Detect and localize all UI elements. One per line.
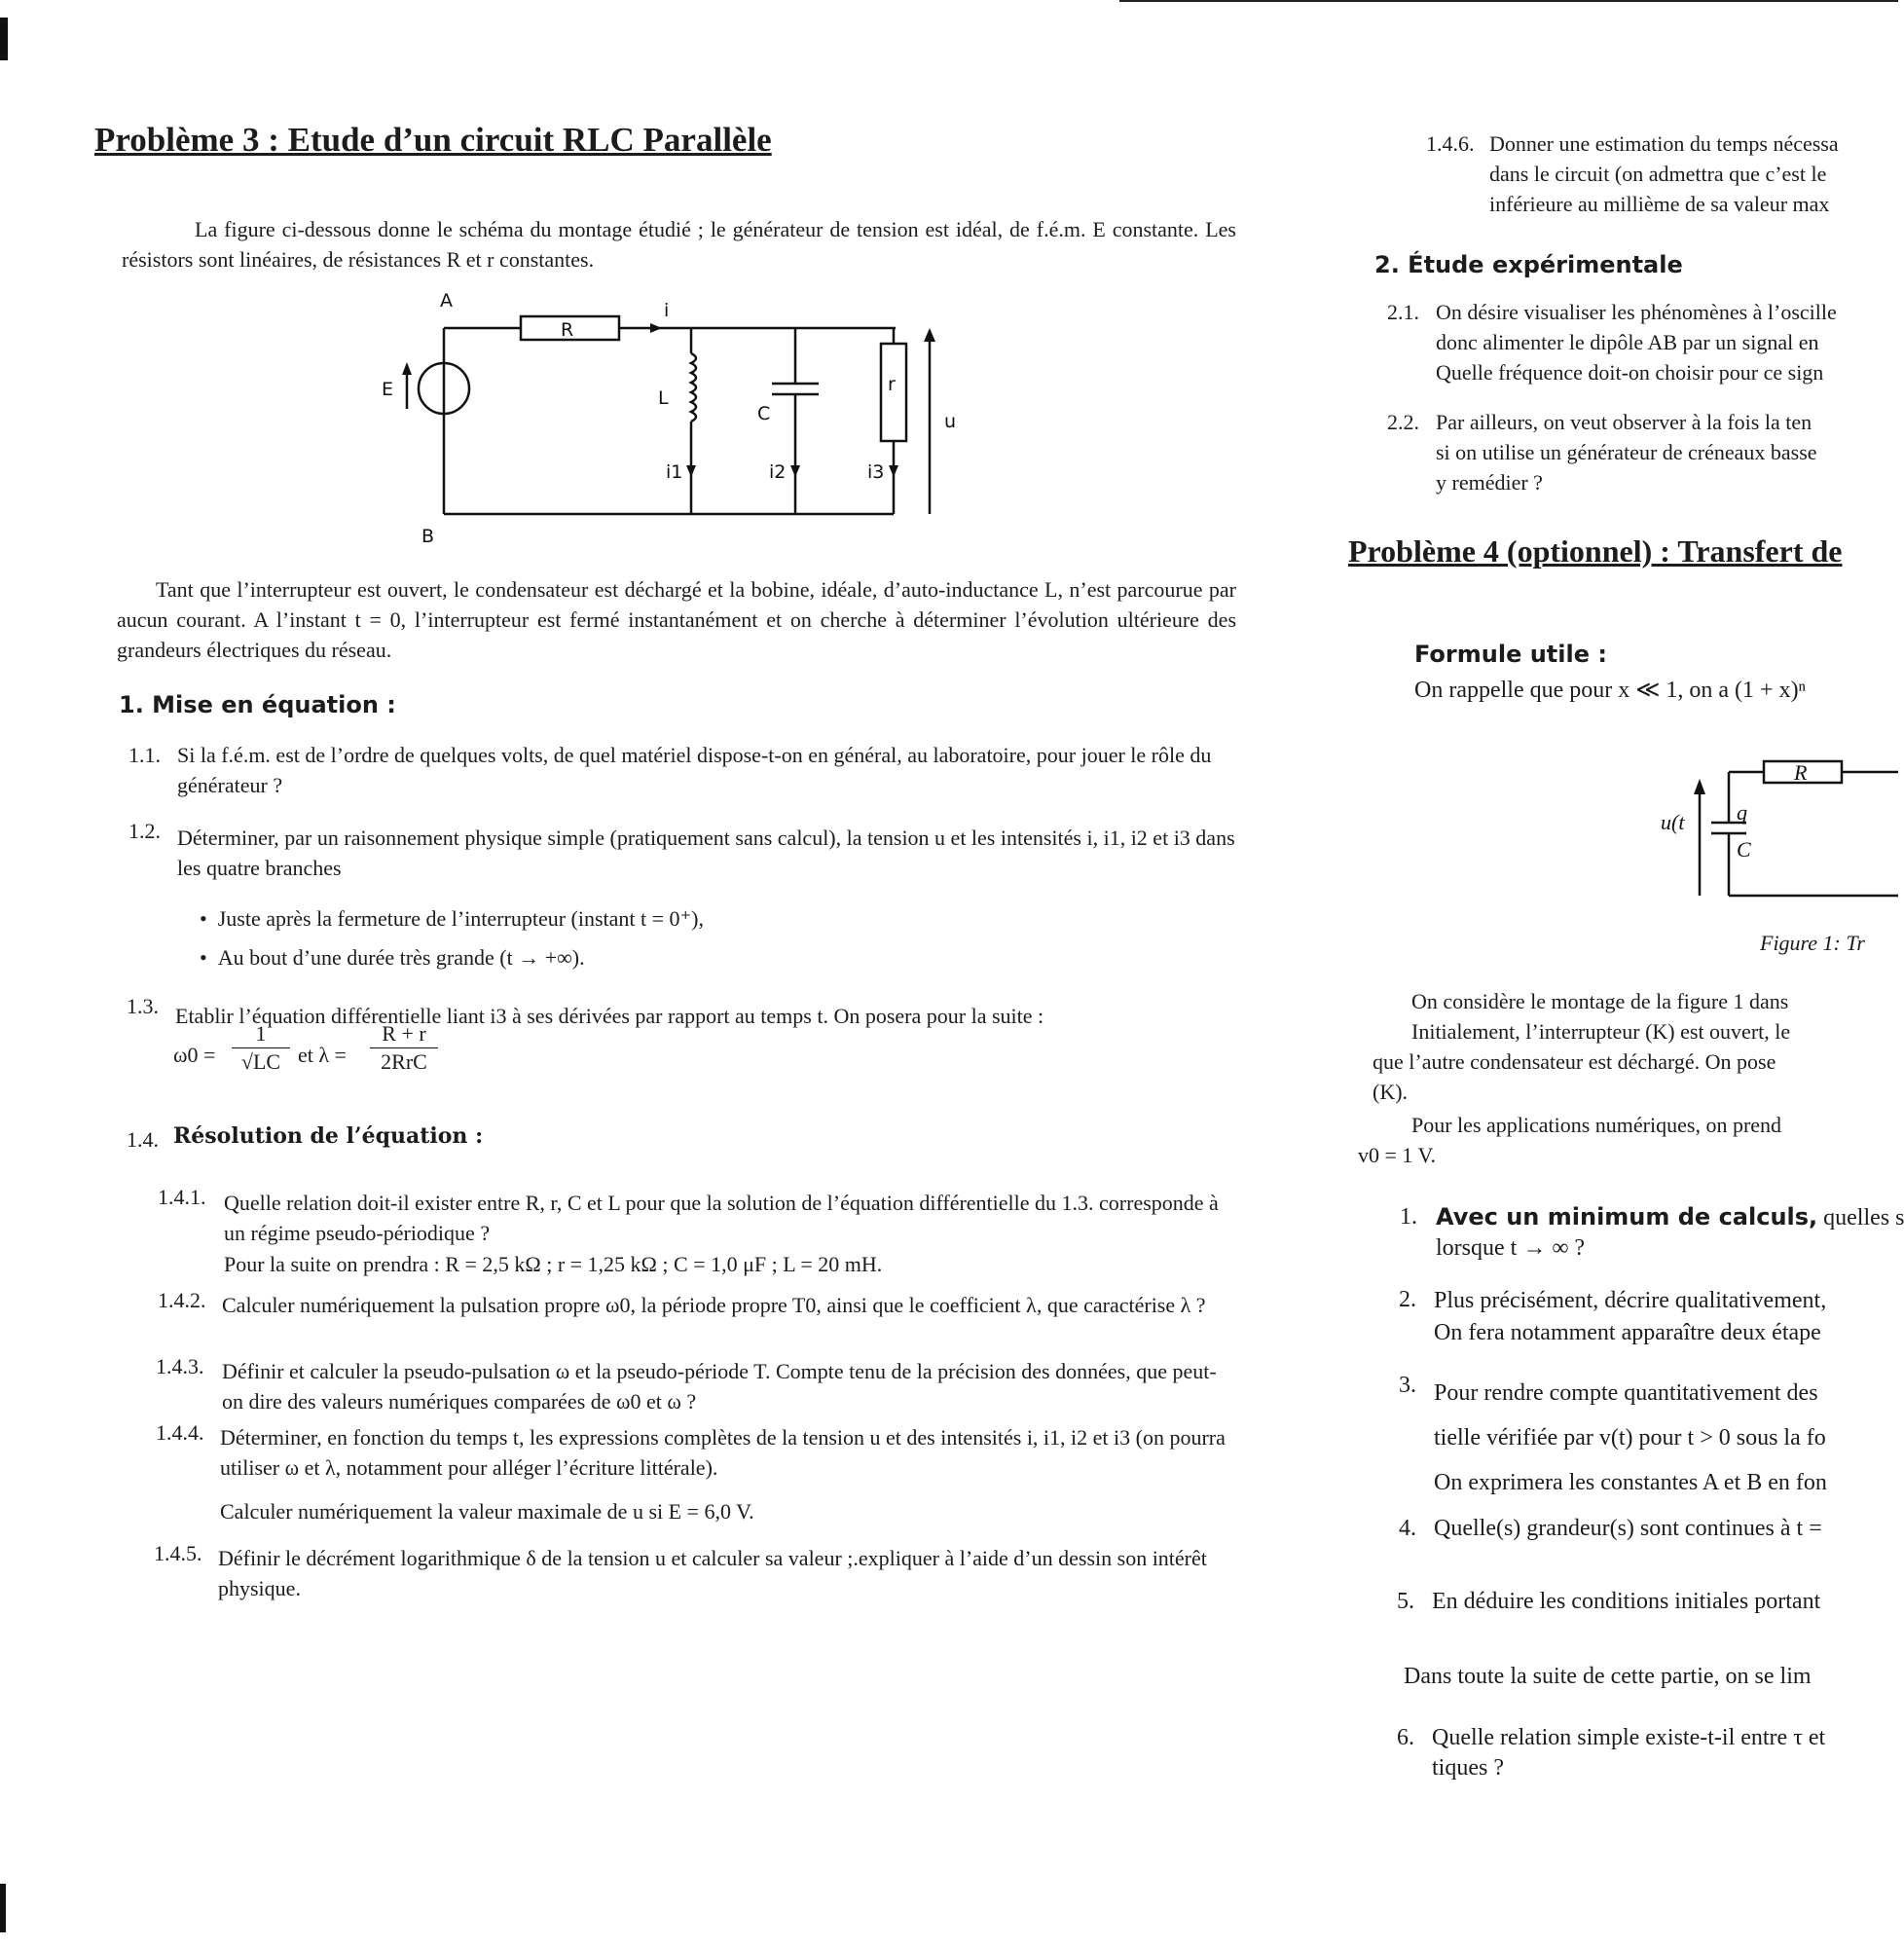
label-i1: i1 xyxy=(666,461,683,483)
label-i3: i3 xyxy=(867,461,885,483)
q-1-4-heading: Résolution de l’équation : xyxy=(173,1123,484,1149)
bullet-text: Au bout d’une durée très grande (t → +∞). xyxy=(217,945,585,970)
q-1-4-2-text: Calculer numériquement la pulsation propre ω0, la période propre T0, ainsi que le coefficient λ, que caractérise λ ? xyxy=(222,1293,1206,1317)
q4-2-text: Plus précisément, décrire qualitativement, On fera notamment apparaître deux étape xyxy=(1434,1288,1827,1345)
q-1-2-number: 1.2. xyxy=(128,819,161,843)
figure-1-circuit xyxy=(1661,750,1898,905)
right-page xyxy=(1343,0,1904,1947)
node-B: B xyxy=(421,526,435,547)
q-1-4-number: 1.4. xyxy=(127,1127,159,1152)
q-1-4-5-text: Définir le décrément logarithmique δ de la tension u et calculer sa valeur ;.expliquer à l’aide d’un dessin son intérêt physique. xyxy=(218,1546,1207,1600)
q4-4-text: Quelle(s) grandeur(s) sont continues à t = xyxy=(1434,1516,1822,1541)
label-L: L xyxy=(658,387,669,409)
q-1-4-5-number: 1.4.5. xyxy=(154,1541,202,1565)
q-1-4-3-text: Définir et calculer la pseudo-pulsation ω et la pseudo-période T. Compte tenu de la précision des données, que peut-on dire des valeurs numériques comparées de ω0 et ω ? xyxy=(222,1359,1217,1414)
label-r: r xyxy=(888,374,896,395)
intro-paragraph-2: Tant que l’interrupteur est ouvert, le condensateur est déchargé et la bobine, idéale, d’auto-inductance L, n’est parcourue par aucun courant. A l’instant t = 0, l’interrupteur est fermé instantanément et on cherche à déterminer l’évolution ultérieure des grandeurs électriques du réseau. xyxy=(117,577,1236,662)
q-1-4-4-text: Déterminer, en fonction du temps t, les expressions complètes de la tension u et des intensités i, i1, i2 et i3 (on pourra utiliser ω et λ, notamment pour alléger l’écriture littérale). xyxy=(220,1425,1226,1480)
q4-4-number: 4. xyxy=(1399,1516,1416,1541)
q4-3-text: Pour rendre compte quantitativement des tielle vérifiée par v(t) pour t > 0 sous la fo On exprimera les constantes A et B en fon xyxy=(1434,1380,1827,1495)
problem3-title: Problème 3 : Etude d’un circuit RLC Parallèle xyxy=(94,121,772,159)
q-2-2-number: 2.2. xyxy=(1387,410,1419,434)
q-2-1-text: On désire visualiser les phénomènes à l’oscille donc alimenter le dipôle AB par un signal en Quelle fréquence doit-on choisir pour ce sign xyxy=(1436,300,1837,385)
fig-label-u: u(t xyxy=(1661,810,1685,834)
fig-label-q: q xyxy=(1737,800,1747,825)
bullet-dot: • xyxy=(200,945,218,970)
bullet-text: Juste après la fermeture de l’interrupteur (instant t = 0⁺), xyxy=(217,906,704,931)
q-1-4-1-number: 1.4.1. xyxy=(158,1185,206,1209)
fig-label-R: R xyxy=(1794,760,1808,785)
q-1-4-2-number: 1.4.2. xyxy=(158,1288,206,1312)
q-2-2-text: Par ailleurs, on veut observer à la fois la ten si on utilise un générateur de créneaux basse y remédier ? xyxy=(1436,410,1817,495)
formula-heading: Formule utile : xyxy=(1414,641,1607,668)
omega0-fraction: 1 √LC xyxy=(232,1020,290,1076)
q-1-4-3-number: 1.4.3. xyxy=(156,1354,204,1378)
q-1-4-1-text: Quelle relation doit-il exister entre R, r, C et L pour que la solution de l’équation différentielle du 1.3. corresponde à un régime pseudo-périodique ? xyxy=(224,1191,1219,1245)
q-1-3-number: 1.3. xyxy=(127,994,159,1018)
q4-5-text: En déduire les conditions initiales portant xyxy=(1432,1589,1821,1614)
figure-1-caption: Figure 1: Tr xyxy=(1760,931,1865,955)
label-i: i xyxy=(664,300,670,321)
formula-omega0: ω0 = xyxy=(173,1043,216,1067)
q4-2-number: 2. xyxy=(1399,1287,1416,1312)
q-1-4-4-number: 1.4.4. xyxy=(156,1420,204,1445)
scan-edge-mark xyxy=(0,1884,6,1932)
problem4-intro: On considère le montage de la figure 1 dans Initialement, l’interrupteur (K) est ouvert, le que l’autre condensateur est déchargé. On pose (K). xyxy=(1373,989,1791,1104)
q-1-2-text: Déterminer, par un raisonnement physique simple (pratiquement sans calcul), la tension u et les intensités i, i1, i2 et i3 dans les quatre branches xyxy=(177,826,1235,880)
q4-6-text: Quelle relation simple existe-t-il entre τ et tiques ? xyxy=(1432,1725,1826,1781)
problem4-numerics: Pour les applications numériques, on prend v0 = 1 V. xyxy=(1358,1113,1782,1167)
q-1-1-text: Si la f.é.m. est de l’ordre de quelques volts, de quel matériel dispose-t-on en général, au laboratoire, pour jouer le rôle du générateur ? xyxy=(177,743,1212,797)
q4-1-text: Avec un minimum de calculs, quelles s lorsque t → ∞ ? xyxy=(1436,1203,1904,1261)
q-1-1-number: 1.1. xyxy=(128,743,161,767)
rlc-circuit-diagram xyxy=(370,287,964,550)
q-2-1-number: 2.1. xyxy=(1387,300,1419,324)
q4-5-number: 5. xyxy=(1397,1589,1414,1614)
q-1-4-6-text: Donner une estimation du temps nécessa dans le circuit (on admettra que c’est le inférieure au millième de sa valeur max xyxy=(1489,131,1839,216)
q-1-4-6-number: 1.4.6. xyxy=(1426,131,1475,156)
label-i2: i2 xyxy=(769,461,787,483)
bullet-dot: • xyxy=(200,906,218,931)
q4-1-number: 1. xyxy=(1400,1204,1417,1230)
q4-6-number: 6. xyxy=(1397,1725,1414,1750)
formula-lambda: et λ = xyxy=(298,1043,347,1067)
bullet-item xyxy=(200,903,704,934)
label-u: u xyxy=(944,411,957,432)
q4-3-number: 3. xyxy=(1399,1373,1416,1398)
bullet-item xyxy=(200,942,585,973)
q-1-4-4-calc: Calculer numériquement la valeur maximale de u si E = 6,0 V. xyxy=(220,1499,754,1524)
label-C: C xyxy=(757,403,771,424)
formula-text: On rappelle que pour x ≪ 1, on a (1 + x)ⁿ xyxy=(1414,678,1807,703)
label-E: E xyxy=(382,379,394,400)
fig-label-C: C xyxy=(1737,837,1751,862)
label-R: R xyxy=(561,319,574,341)
section-2-heading: 2. Étude expérimentale xyxy=(1374,251,1683,278)
section-1-heading: 1. Mise en équation : xyxy=(119,691,396,718)
q-1-3-text: Etablir l’équation différentielle liant i3 à ses dérivées par rapport au temps t. On posera pour la suite : xyxy=(175,1004,1044,1028)
lambda-fraction: R + r 2RrC xyxy=(370,1020,438,1076)
problem4-title: Problème 4 (optionnel) : Transfert de xyxy=(1348,533,1843,569)
q-1-4-1-values: Pour la suite on prendra : R = 2,5 kΩ ; r = 1,25 kΩ ; C = 1,0 μF ; L = 20 mH. xyxy=(224,1252,883,1276)
problem4-note: Dans toute la suite de cette partie, on se lim xyxy=(1404,1664,1812,1689)
scan-edge-mark xyxy=(0,18,8,60)
intro-paragraph-1: La figure ci-dessous donne le schéma du montage étudié ; le générateur de tension est idéal, de f.é.m. E constante. Les résistors sont linéaires, de résistances R et r constantes. xyxy=(122,217,1236,272)
node-A: A xyxy=(440,290,453,312)
